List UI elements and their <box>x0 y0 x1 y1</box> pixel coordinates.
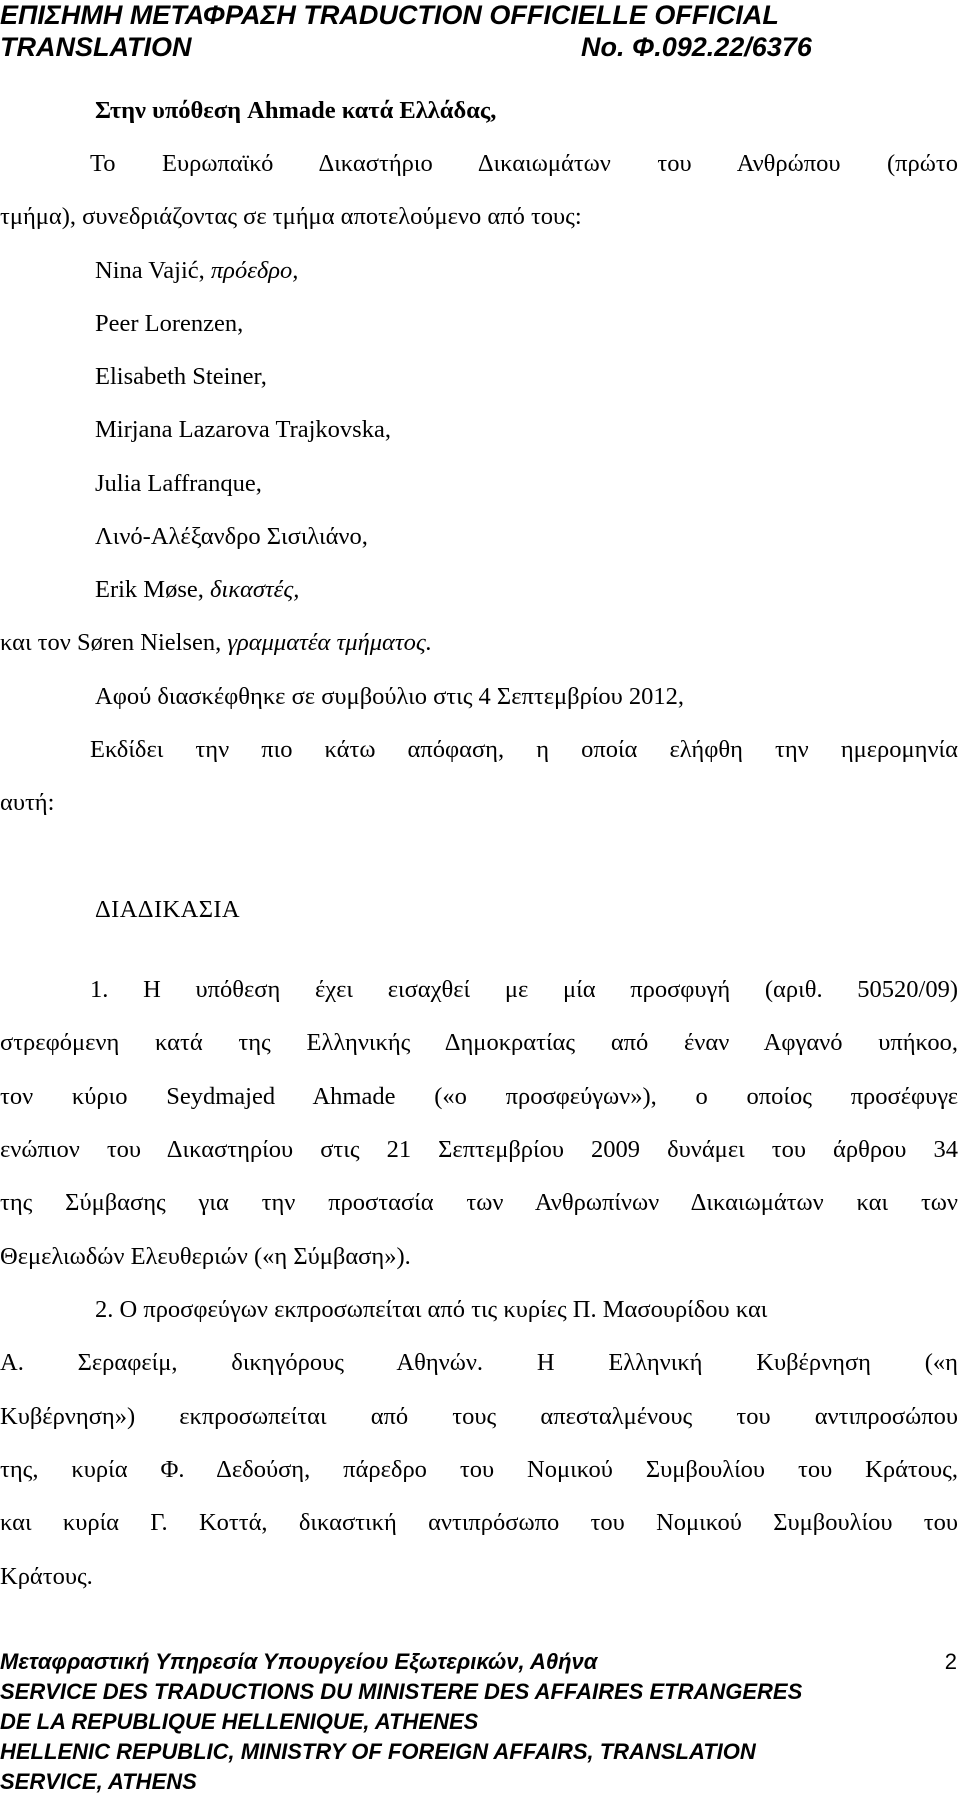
case-title: Στην υπόθεση Ahmade κατά Ελλάδας, <box>95 97 497 124</box>
official-translation-header-line-1: ΕΠΙΣΗΜΗ ΜΕΤΑΦΡΑΣΗ TRADUCTION OFFICIELLE OFFICIAL <box>0 0 779 30</box>
judge-line: Λινό-Αλέξανδρο Σισιλιάνο, <box>95 523 368 550</box>
official-translation-header-line-2 <box>0 32 960 62</box>
judge-line: Elisabeth Steiner, <box>95 363 267 390</box>
court-intro-line-2: τμήμα), συνεδριάζοντας σε τμήμα αποτελούμενο από τους: <box>0 203 582 230</box>
registrar-role: γραμματέα τμήματος. <box>227 629 432 656</box>
paragraph-2-line: 2. Ο προσφεύγων εκπροσωπείται από τις κυρίες Π. Μασουρίδου και <box>95 1296 768 1323</box>
president-name: Nina Vajić, <box>95 257 211 284</box>
judge-line: Julia Laffranque, <box>95 470 262 497</box>
court-intro-line-1: Το Ευρωπαϊκό Δικαστήριο Δικαιωμάτων του Ανθρώπου (πρώτο <box>90 150 958 177</box>
footer-ministry-line: HELLENIC REPUBLIC, MINISTRY OF FOREIGN AFFAIRS, TRANSLATION <box>0 1739 756 1764</box>
last-judge-line <box>95 575 299 605</box>
paragraph-1-line: στρεφόμενη κατά της Ελληνικής Δημοκρατίας από έναν Αφγανό υπήκοο, <box>0 1029 958 1056</box>
paragraph-2-line: και κυρία Γ. Κοττά, δικαστική αντιπρόσωπο του Νομικού Συμβουλίου του <box>0 1509 958 1536</box>
registrar-name: και τον Søren Nielsen, <box>0 629 228 656</box>
footer-ministry-line: Μεταφραστική Υπηρεσία Υπουργείου Εξωτερικών, Αθήνα <box>0 1649 598 1674</box>
delivers-judgment-line-1: Εκδίδει την πιο κάτω απόφαση, η οποία ελήφθη την ημερομηνία <box>90 736 958 763</box>
judge-line: Mirjana Lazarova Trajkovska, <box>95 416 391 443</box>
page-number: 2 <box>944 1649 957 1674</box>
judge-line: Peer Lorenzen, <box>95 310 244 337</box>
paragraph-1-line: ενώπιον του Δικαστηρίου στις 21 Σεπτεμβρίου 2009 δυνάμει του άρθρου 34 <box>0 1136 958 1163</box>
judges-role: δικαστές, <box>210 576 300 603</box>
delivers-judgment-line-2: αυτή: <box>0 789 55 816</box>
registrar-line <box>0 628 432 658</box>
paragraph-2-line: Α. Σεραφείμ, δικηγόρους Αθηνών. Η Ελληνική Κυβέρνηση («η <box>0 1349 958 1376</box>
president-line <box>95 256 298 286</box>
paragraph-1-line: τον κύριο Seydmajed Ahmade («ο προσφεύγων»), ο οποίος προσέφυγε <box>0 1083 958 1110</box>
footer-ministry-line: SERVICE, ATHENS <box>0 1769 197 1794</box>
deliberation-date: Αφού διασκέφθηκε σε συμβούλιο στις 4 Σεπτεμβρίου 2012, <box>95 683 685 710</box>
paragraph-1-line: Θεμελιωδών Ελευθεριών («η Σύμβαση»). <box>0 1243 411 1270</box>
last-judge-name: Erik Møse, <box>95 576 210 603</box>
header-translation-word: TRANSLATION <box>0 32 192 62</box>
paragraph-2-line: της, κυρία Φ. Δεδούση, πάρεδρο του Νομικού Συμβουλίου του Κράτους, <box>0 1456 958 1483</box>
footer-ministry-line: DE LA REPUBLIQUE HELLENIQUE, ATHENES <box>0 1709 479 1734</box>
procedure-heading: ΔΙΑΔΙΚΑΣΙΑ <box>95 896 241 923</box>
footer-ministry-line: SERVICE DES TRADUCTIONS DU MINISTERE DES AFFAIRES ETRANGERES <box>0 1679 803 1704</box>
paragraph-1-line: της Σύμβασης για την προστασία των Ανθρωπίνων Δικαιωμάτων και των <box>0 1189 958 1216</box>
paragraph-2-line: Κράτους. <box>0 1563 93 1590</box>
paragraph-1-line: 1. Η υπόθεση έχει εισαχθεί με μία προσφυγή (αριθ. 50520/09) <box>90 976 958 1003</box>
paragraph-2-line: Κυβέρνηση») εκπροσωπείται από τους απεσταλμένους του αντιπροσώπου <box>0 1403 958 1430</box>
president-role: πρόεδρο, <box>210 257 299 284</box>
translation-number: No. Φ.092.22/6376 <box>581 32 812 62</box>
